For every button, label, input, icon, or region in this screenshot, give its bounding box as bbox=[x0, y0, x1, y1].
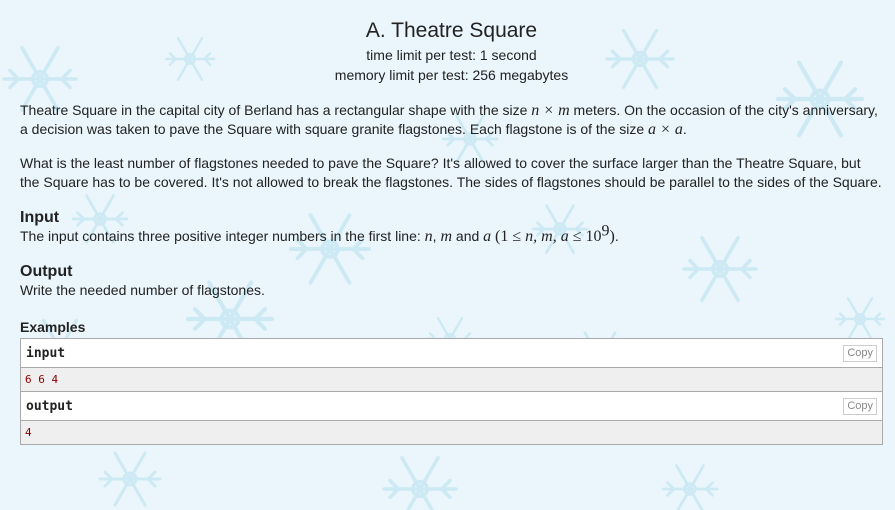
input-specification: The input contains three positive integer numbers in the first line: n, m and a (1 ≤ n, m, $a \le 10^9$). bbox=[20, 222, 619, 245]
time-limit: time limit per test: 1 second bbox=[366, 47, 537, 63]
sample-input-header bbox=[21, 339, 882, 368]
sample-input-label: input bbox=[26, 346, 66, 361]
problem-statement bbox=[0, 19, 895, 445]
output-specification: Write the needed number of flagstones. bbox=[20, 282, 265, 298]
sample-output-header bbox=[21, 392, 882, 421]
input-heading: Input bbox=[20, 209, 60, 226]
math-a-times-a: a × a bbox=[648, 121, 683, 138]
copy-output-button[interactable]: Copy bbox=[843, 398, 877, 415]
examples-heading: Examples bbox=[20, 319, 86, 335]
output-heading: Output bbox=[20, 263, 73, 280]
output-section bbox=[20, 263, 883, 300]
problem-title: A. Theatre Square bbox=[365, 19, 538, 42]
sample-test bbox=[20, 338, 883, 445]
input-section bbox=[20, 209, 883, 246]
math-n-times-m: n × m bbox=[531, 102, 570, 119]
statement-paragraph-2: What is the least number of flagstones needed to pave the Square? It's allowed to cover the surface larger than the Theatre Square, but the Square has to be covered. It's not allowed to break the flagstones. The sides of flagstones should be parallel to the sides of the Square. bbox=[20, 155, 882, 190]
sample-input-value[interactable]: 6 6 4 bbox=[21, 368, 882, 392]
copy-input-button[interactable]: Copy bbox=[843, 345, 877, 362]
sample-output-label: output bbox=[26, 399, 73, 414]
sample-output-value[interactable]: 4 bbox=[21, 421, 882, 444]
statement-paragraph-1: Theatre Square in the capital city of Berland has a rectangular shape with the size n × m meters. On the occasion of the city's anniversary, a decision was taken to pave the Square with square granite flagstones. Each flagstone is of the size a × a. bbox=[20, 102, 878, 138]
memory-limit: memory limit per test: 256 megabytes bbox=[334, 67, 569, 83]
